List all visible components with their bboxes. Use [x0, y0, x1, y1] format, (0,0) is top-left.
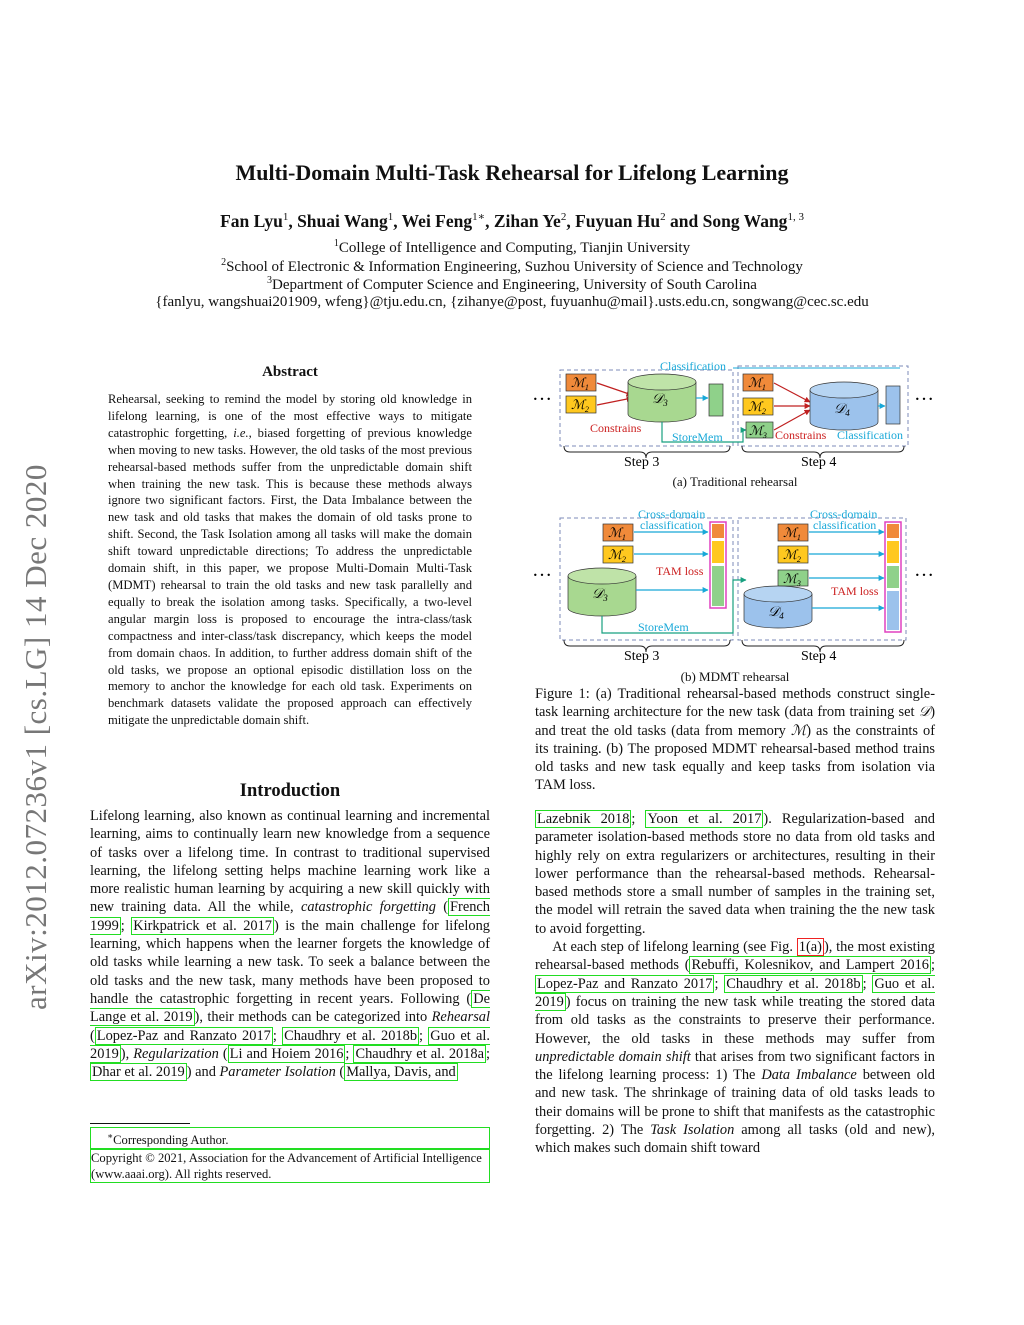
memory-m1-label: ℳ$_1$ [783, 525, 801, 542]
body-text: ). Regularization-based and parameter isolation-based methods store no data from old tasks and highly rely on extra regularizers or architectures, resulting in their lower performance than the rehearsal-based methods. Rehearsal-based methods store a small number of samples in the training set, the model will retrain the saved data when training the the new task to avoid forgetting. [535, 811, 935, 937]
author-name: and Song Wang [665, 210, 788, 231]
author-list [0, 210, 1024, 232]
author-name: , Zihan Ye [485, 210, 561, 231]
citation-link[interactable]: French 1999 [90, 899, 490, 934]
author-name: , Shuai Wang [288, 210, 388, 231]
intro-text: ; [272, 1027, 283, 1044]
caption-text: Figure 1: (a) Traditional rehearsal-based methods construct single-task learning architecture for the new task (data from training set [535, 686, 935, 721]
affil-text: College of Intelligence and Computing, Tianjin University [338, 240, 691, 256]
arrow-constrain-2 [597, 398, 632, 405]
author-sup: 1 [282, 211, 289, 223]
classifier-b3-seg1 [712, 524, 724, 538]
intro-text: Lifelong learning, also known as continual learning and incremental learning, aims to continually learn new knowledge from a sequence of tasks over a lifelong time. In contrast to traditional supervised learning, the lifelong setting helps machine learning work like a more realistic human learning by acquiring a new skill quickly with new training data. All the while, [90, 808, 490, 916]
intro-em: catastrophic forgetting [300, 899, 436, 916]
memory-m1-label: ℳ$_1$ [608, 525, 626, 542]
label-tam-loss-b3: TAM loss [656, 564, 704, 578]
author-emails: {fanlyu, wangshuai201909, wfeng}@tju.edu.cn, {zihanye@post, fuyuanhu@mail}.usts.edu.cn, songwang@cec.sc.edu [155, 294, 869, 310]
data-d3-label: 𝒟$_3$ [652, 392, 668, 408]
intro-text: ; [120, 917, 132, 934]
intro-text: ( [335, 1064, 345, 1081]
abstract-text: , biased forgetting of previous knowledge when moving to new tasks. However, the old tasks of the most previous rehearsal-based methods suffer from the unpredictable domain shift when training the new task. This is because these methods always ignore two significant factors. First, the Data Imbalance between the new task and old tasks that makes the domain of old tasks prone to shift. Second, the Task Isolation among all tasks will make the domain shift toward unpredictable directions; To address the unpredictable domain shift, in this paper, we propose Multi-Domain Multi-Task (MDMT) rehearsal to train the old tasks and new task parallelly and equally to break the isolation among tasks. Specifically, a two-level angular margin loss is proposed to encourage the intra-class/task compactness and inter-class/task discrepancy, which keeps the model from domain chaos. In addition, to further address domain shift of the old tasks, we propose an optional episodic distillation loss on the memory to anchor the knowledge for each old task. Experiments on benchmark datasets validate the proposed approach can effectively mitigate the unpredictable domain shift. [108, 425, 472, 728]
classifier-b4-seg2 [887, 541, 899, 563]
label-classification-a4: Classification [837, 428, 903, 442]
citation-link[interactable]: Chaudhry et al. 2018b [726, 975, 861, 992]
intro-body [90, 807, 490, 1081]
affiliation-3 [0, 275, 1024, 294]
body-text: ), the most existing rehearsal-based methods ( [535, 939, 935, 974]
body-em: unpredictable domain shift [535, 1048, 691, 1065]
author-sup: 2 [560, 211, 567, 223]
memory-m3-label: ℳ$_3$ [783, 571, 801, 588]
affil-text: Department of Computer Science and Engineering, University of South Carolina [272, 277, 757, 293]
label-cross-domain-b3: Cross-domain [638, 507, 706, 521]
intro-heading: Introduction [239, 781, 341, 801]
intro-em: Regularization [133, 1045, 219, 1062]
author-name: , Fuyuan Hu [566, 210, 661, 231]
data-d4-label: 𝒟$_4$ [768, 605, 784, 621]
memory-m2-label: ℳ$_2$ [748, 399, 766, 416]
classifier-b3-seg2 [712, 541, 724, 563]
ellipsis-right-b: … [914, 559, 934, 581]
intro-text: ) and [186, 1064, 220, 1081]
intro-text: ), [120, 1045, 134, 1062]
footnote-text: Corresponding Author. [113, 1133, 229, 1148]
abstract-body [108, 391, 472, 729]
citation-link[interactable]: Yoon et al. 2017 [647, 811, 762, 827]
body-text: between old and new task. The shrinkage of training data of old tasks leads to their domains will be prone to shift that manifests as the catastrophic forgetting. 2) The [535, 1067, 935, 1139]
citation-link[interactable]: Guo et al. 2019 [535, 975, 935, 1010]
abstract-ie: i.e. [233, 425, 249, 440]
citation-link[interactable]: Chaudhry et al. 2018a [355, 1045, 484, 1062]
intro-em: Rehearsal [431, 1009, 490, 1026]
data-d3-label: 𝒟$_3$ [592, 587, 608, 603]
author-sup: 1∗ [472, 211, 486, 223]
label-classification-a3: Classification [660, 359, 726, 373]
caption-symbol-d: 𝒟 [918, 704, 931, 721]
citation-link[interactable]: Mallya, Davis, and [346, 1064, 456, 1081]
label-classification-b4: classification [813, 518, 877, 532]
data-d3-top-b [568, 568, 636, 584]
intro-text: ( [90, 1027, 95, 1044]
paper-title: Multi-Domain Multi-Task Rehearsal for Lifelong Learning [235, 160, 789, 185]
memory-m3-label: ℳ$_3$ [749, 423, 767, 440]
citation-link[interactable]: De Lange et al. 2019 [90, 990, 490, 1026]
ellipsis-right-a: … [914, 383, 934, 405]
memory-m2-label: ℳ$_2$ [571, 397, 589, 414]
arxiv-side-label: arXiv:2012.07236v1 [cs.LG] 14 Dec 2020 [18, 464, 53, 1010]
body-text: ) focus on training the new task while treating the stored data from old tasks as the constraints to preserve their performance. However, the old tasks in these methods may suffer from [535, 993, 935, 1047]
citation-link[interactable]: Rebuffi, Kolesnikov, and Lampert 2016 [691, 957, 929, 974]
citation-link[interactable]: Kirkpatrick et al. 2017 [133, 917, 272, 934]
affil-sup: 3 [267, 275, 273, 286]
label-classification-b3: classification [640, 518, 704, 532]
classifier-a4 [886, 386, 900, 424]
figure-1 [528, 358, 948, 678]
body-text: ; [862, 975, 873, 992]
data-d4-top [810, 382, 878, 398]
citation-link[interactable]: Guo et al. 2019 [90, 1027, 490, 1062]
affiliation-2 [0, 257, 1024, 276]
label-cross-domain-b4: Cross-domain [810, 507, 878, 521]
ellipsis-left-a: … [532, 383, 552, 405]
arrow-constrain-5 [774, 410, 810, 430]
citation-link[interactable]: Lopez-Paz and Ranzato 2017 [537, 975, 713, 992]
label-constrains-a3: Constrains [590, 421, 642, 435]
data-d4-label: 𝒟$_4$ [834, 402, 850, 418]
memory-m1-label: ℳ$_1$ [571, 375, 589, 392]
intro-text: ; [345, 1045, 354, 1062]
abstract-heading: Abstract [262, 364, 318, 380]
footnote-rule [90, 1123, 190, 1124]
citation-link[interactable]: Lopez-Paz and Ranzato 2017 [96, 1027, 271, 1044]
body-text: among all tasks (old and new), which makes such domain shift toward [535, 1122, 935, 1157]
citation-link[interactable]: Dhar et al. 2019 [92, 1064, 185, 1081]
body-text: that arises from two significant factors in the lifelong learning process: 1) The [535, 1048, 935, 1084]
caption-text: ) as the constraints of its training. (b) The proposed MDMT rehearsal-based method trains old tasks and new task equally and keep tasks from isolation via TAM loss. [535, 722, 935, 794]
author-sup: 2 [660, 211, 666, 223]
footnote [90, 1127, 490, 1183]
memory-m1-label: ℳ$_1$ [748, 375, 766, 392]
intro-text: ( [218, 1045, 228, 1062]
abstract-text: Rehearsal, seeking to remind the model by storing old knowledge in lifelong learning, is one of the most effective ways to mitigate catastrophic forgetting, [108, 392, 472, 440]
label-storemem-b: StoreMem [638, 620, 689, 634]
intro-text: ), their methods can be categorized into [194, 1009, 432, 1026]
footnote-corresponding[interactable]: ∗Corresponding Author. [90, 1127, 490, 1149]
caption-text: ) and treat the old tasks (data from memory [535, 704, 935, 739]
arrow-constrain-3 [774, 383, 810, 402]
intro-text: ) is the main challenge for lifelong learning, which happens when the learner forgets the knowledge of old tasks while learning a new task. To seek a balance between the old tasks and the new task, many methods have been proposed to handle the catastrophic forgetting in recent years. Following ( [90, 917, 490, 1007]
right-column-body [535, 810, 935, 1158]
label-step3-b: Step 3 [624, 649, 660, 664]
figure-caption [535, 685, 935, 795]
author-sup: 1 [387, 211, 394, 223]
body-text: ; [631, 811, 646, 827]
label-step4-a: Step 4 [801, 455, 837, 470]
memory-m2-label: ℳ$_2$ [608, 547, 626, 564]
intro-text: ( [435, 899, 449, 916]
classifier-b4-seg1 [887, 524, 899, 538]
footnote-copyright[interactable]: Copyright © 2021, Association for the Advancement of Artificial Intelligence (www.aaai.org). All rights reserved. [90, 1149, 490, 1183]
label-step4-b: Step 4 [801, 649, 837, 664]
label-constrains-a4: Constrains [775, 428, 827, 442]
label-storemem-a: StoreMem [672, 430, 723, 444]
data-d3-top [628, 374, 696, 390]
author-name: Fan Lyu [220, 210, 283, 231]
arrow-constrain-1 [597, 383, 632, 395]
intro-text: ; [486, 1045, 490, 1062]
memory-m2-label: ℳ$_2$ [783, 547, 801, 564]
body-text: At each step of lifelong learning (see Fig. [552, 939, 797, 956]
classifier-b4-seg3 [887, 566, 899, 588]
intro-text: ; [419, 1027, 429, 1044]
citation-link[interactable]: Li and Hoiem 2016 [229, 1045, 344, 1062]
classifier-b4-seg4 [887, 591, 899, 630]
subcaption-b: (b) MDMT rehearsal [680, 669, 790, 684]
affiliation-1 [0, 238, 1024, 257]
author-name: , Wei Feng [393, 210, 473, 231]
label-step3-a: Step 3 [624, 455, 660, 470]
author-sup: 1, 3 [787, 211, 804, 223]
body-em: Data Imbalance [761, 1067, 857, 1084]
body-text: ; [714, 975, 725, 992]
citation-link[interactable]: Chaudhry et al. 2018b [284, 1027, 418, 1044]
ellipsis-left-b: … [532, 559, 552, 581]
classifier-b3-seg3 [712, 566, 724, 606]
citation-link[interactable]: Lazebnik 2018 [537, 811, 630, 827]
affil-sup: 1 [333, 238, 339, 249]
affil-sup: 2 [221, 257, 227, 268]
classifier-a3 [709, 384, 723, 416]
body-text: ; [930, 957, 935, 974]
subcaption-a: (a) Traditional rehearsal [672, 474, 798, 489]
intro-em: Parameter Isolation [219, 1064, 336, 1081]
data-d4-top-b [744, 586, 812, 602]
figure-ref-link[interactable]: 1(a) [798, 939, 822, 956]
label-tam-loss-b4: TAM loss [831, 584, 879, 598]
body-em: Task Isolation [650, 1122, 735, 1139]
caption-symbol-m: ℳ [790, 722, 807, 739]
affil-text: School of Electronic & Information Engineering, Suzhou University of Science and Technology [226, 259, 803, 275]
